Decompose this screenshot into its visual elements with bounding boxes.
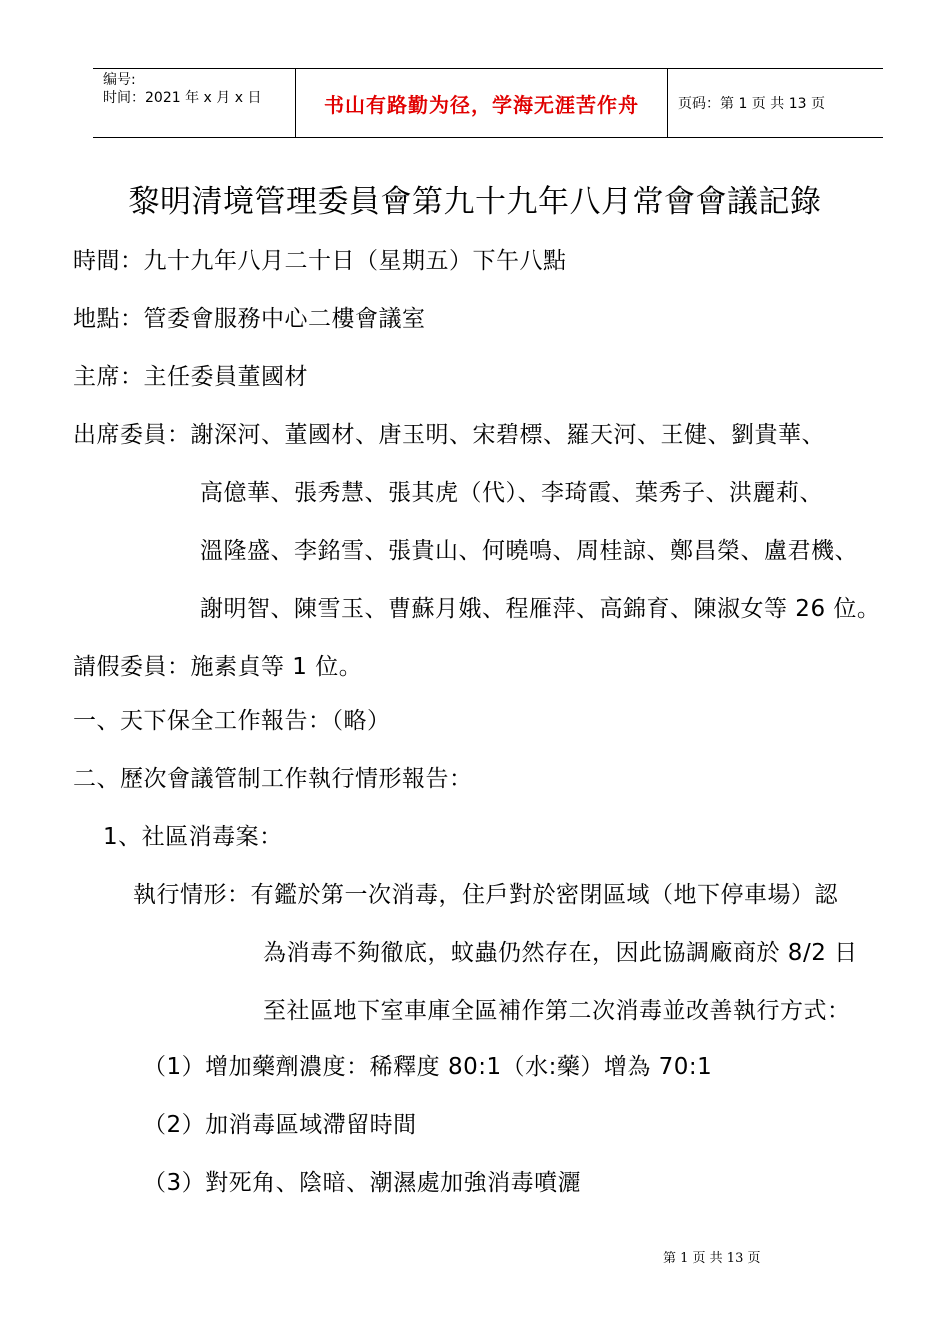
time-label: 时间：2021 年 x 月 x 日: [103, 90, 262, 106]
measure-1: （1）增加藥劑濃度：稀釋度 80:1（水:藥）增為 70:1: [143, 1054, 713, 1080]
section-2-heading: 二、歷次會議管制工作執行情形報告：: [73, 766, 473, 792]
attendees-line-3: 溫隆盛、李銘雪、張貴山、何曉鳴、周桂諒、鄭昌榮、盧君機、: [200, 538, 858, 564]
header-meta: [93, 69, 295, 137]
section-1-heading: 一、天下保全工作報告：（略）: [73, 708, 391, 734]
execution-line-3: 至社區地下室車庫全區補作第二次消毒並改善執行方式：: [263, 998, 851, 1024]
meeting-location: 地點：管委會服務中心二樓會議室: [73, 306, 426, 332]
footer-page-number: 第 1 页 共 13 页: [663, 1251, 761, 1266]
attendees-line-2: 高億華、張秀慧、張其虎（代）、李琦霞、葉秀子、洪麗莉、: [200, 480, 823, 506]
attendees-line-4: 謝明智、陳雪玉、曹蘇月娥、程雁萍、高錦育、陳淑女等 26 位。: [200, 596, 881, 622]
meeting-time: 時間：九十九年八月二十日（星期五）下午八點: [73, 248, 567, 274]
meeting-chair: 主席：主任委員董國材: [73, 364, 308, 390]
execution-line-1: 執行情形：有鑑於第一次消毒，住戶對於密閉區域（地下停車場）認: [133, 882, 838, 908]
document-title: 黎明清境管理委員會第九十九年八月常會會議記錄: [128, 184, 822, 220]
header-motto: 书山有路勤为径，学海无涯苦作舟: [295, 69, 668, 137]
number-label: 编号:: [103, 72, 136, 88]
measure-2: （2）加消毒區域滯留時間: [143, 1112, 417, 1138]
absent-members: 請假委員：施素貞等 1 位。: [73, 654, 363, 680]
document-header: [93, 68, 883, 138]
measure-3: （3）對死角、陰暗、潮濕處加強消毒噴灑: [143, 1170, 582, 1196]
execution-line-2: 為消毒不夠徹底，蚊蟲仍然存在，因此協調廠商於 8/2 日: [263, 940, 858, 966]
item-1-heading: 1、社區消毒案：: [103, 824, 283, 850]
attendees-line-1: 出席委員：謝深河、董國材、唐玉明、宋碧標、羅天河、王健、劉貴華、: [73, 422, 825, 448]
header-page-info: 页码：第 1 页 共 13 页: [678, 96, 825, 112]
